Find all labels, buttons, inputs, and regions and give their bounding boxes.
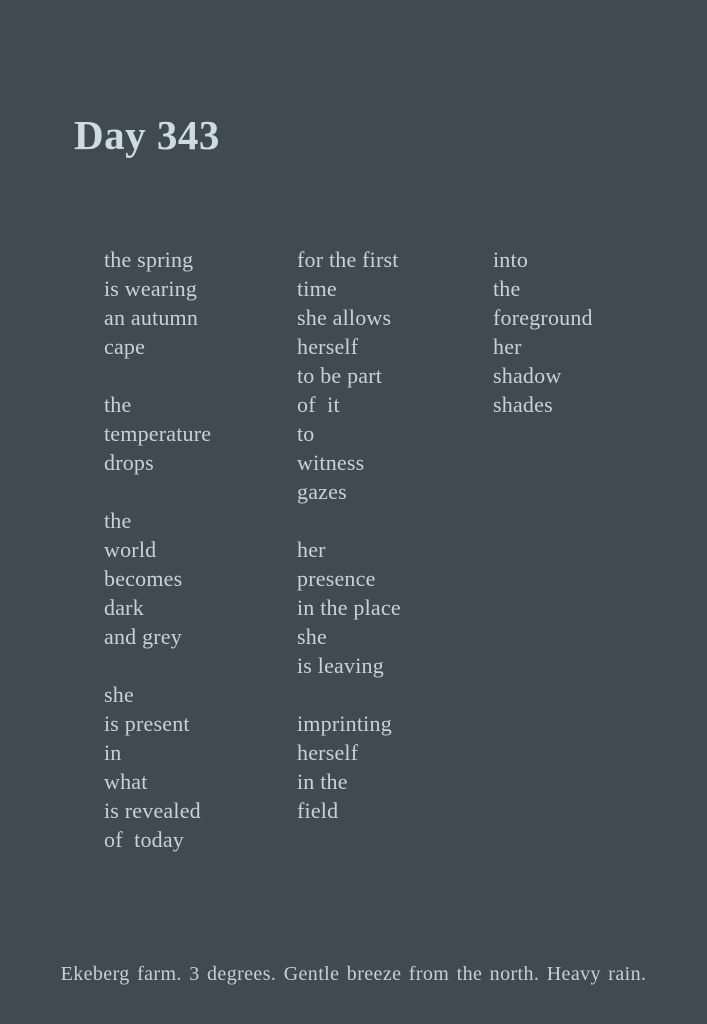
poem-line: field (297, 798, 339, 823)
poem-line: witness (297, 450, 365, 475)
footer-weather-note: Ekeberg farm. 3 degrees. Gentle breeze from the north. Heavy rain. (60, 963, 647, 985)
poem-line: into (493, 247, 529, 272)
poem-line: her (493, 334, 522, 359)
poem-line: is present (104, 711, 190, 736)
poem-column-2 (297, 245, 493, 825)
poem-line: becomes (104, 566, 183, 591)
poem-line: foreground (493, 305, 593, 330)
poem-line: in the place (297, 595, 401, 620)
poem-line: her (297, 537, 326, 562)
poem-stanza (297, 709, 493, 825)
poem-stanza (297, 245, 493, 506)
poem-line: an autumn (104, 305, 199, 330)
poem-line: to be part (297, 363, 383, 388)
poem-line: herself (297, 334, 359, 359)
poem-line: and grey (104, 624, 182, 649)
poem-line: the (104, 508, 132, 533)
poem-line: is wearing (104, 276, 198, 301)
poem-line: for the first (297, 247, 399, 272)
poem-stanza (104, 680, 297, 854)
poem-line: cape (104, 334, 146, 359)
poem-line: drops (104, 450, 154, 475)
poem-line: herself (297, 740, 359, 765)
poem-stanza (104, 390, 297, 477)
poem-stanza (297, 535, 493, 680)
poem-line: time (297, 276, 337, 301)
poem-line: of today (104, 827, 185, 852)
poem-line: world (104, 537, 157, 562)
poem-column-1 (104, 245, 297, 854)
poem-line: she (297, 624, 327, 649)
poem-column-3 (493, 245, 593, 419)
poem (104, 245, 687, 854)
poem-line: she (104, 682, 134, 707)
poem-line: what (104, 769, 148, 794)
page-title: Day 343 (74, 112, 220, 158)
poem-line: gazes (297, 479, 347, 504)
poem-stanza (104, 506, 297, 651)
poem-line: imprinting (297, 711, 392, 736)
poem-line: shades (493, 392, 553, 417)
poem-line: the (493, 276, 521, 301)
poem-line: presence (297, 566, 376, 591)
poem-line: she allows (297, 305, 392, 330)
poem-stanza (104, 245, 297, 361)
poem-line: the (104, 392, 132, 417)
poem-line: to (297, 421, 315, 446)
poem-line: shadow (493, 363, 562, 388)
poem-line: of it (297, 392, 340, 417)
poem-line: is revealed (104, 798, 201, 823)
poem-stanza (493, 245, 593, 419)
poem-line: the spring (104, 247, 194, 272)
poem-line: in (104, 740, 122, 765)
poem-line: dark (104, 595, 144, 620)
poem-line: temperature (104, 421, 212, 446)
poem-line: is leaving (297, 653, 384, 678)
poem-line: in the (297, 769, 348, 794)
